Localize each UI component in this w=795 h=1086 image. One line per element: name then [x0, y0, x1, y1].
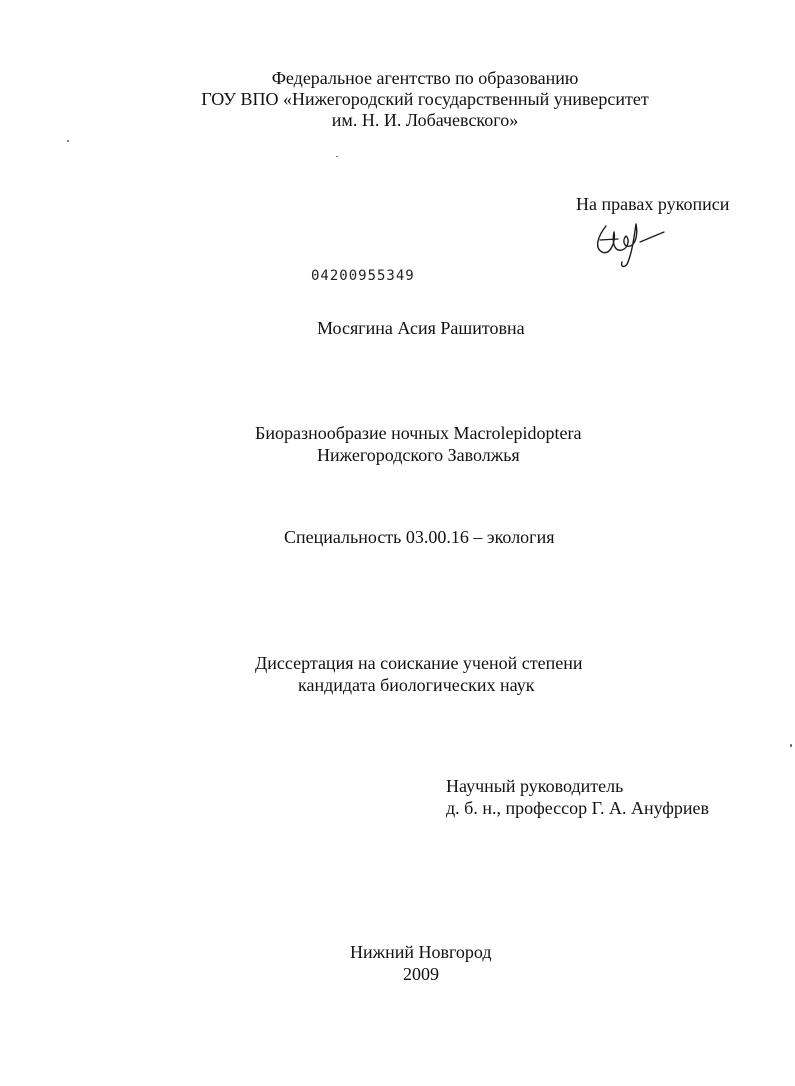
handwritten-signature: [592, 218, 672, 270]
scan-speck: [790, 744, 792, 747]
agency-name: Федеральное агентство по образованию: [271, 68, 579, 88]
university-name-line2: им. Н. И. Лобачевского»: [331, 110, 519, 130]
institution-header: [0, 68, 795, 131]
author-name: Мосягина Асия Рашитовна: [317, 318, 525, 338]
degree-line2: кандидата биологических наук: [298, 675, 535, 695]
scan-speck: [67, 140, 69, 142]
year: 2009: [403, 964, 439, 984]
supervisor-label: Научный руководитель: [446, 776, 624, 796]
degree-line1: Диссертация на соискание ученой степени: [255, 653, 583, 673]
manuscript-rights-note: На правах рукописи: [576, 194, 730, 214]
city: Нижний Новгород: [350, 942, 492, 962]
scan-speck: [336, 156, 338, 157]
supervisor-name: д. б. н., профессор Г. А. Ануфриев: [446, 798, 710, 818]
specialty: Специальность 03.00.16 – экология: [284, 527, 555, 547]
registry-number: 04200955349: [311, 268, 415, 284]
dissertation-title-line2: Нижегородского Заволжья: [317, 445, 520, 465]
university-name-line1: ГОУ ВПО «Нижегородский государственный университет: [201, 89, 649, 109]
dissertation-title-line1: Биоразнообразие ночных Macrolepidoptera: [255, 423, 582, 443]
